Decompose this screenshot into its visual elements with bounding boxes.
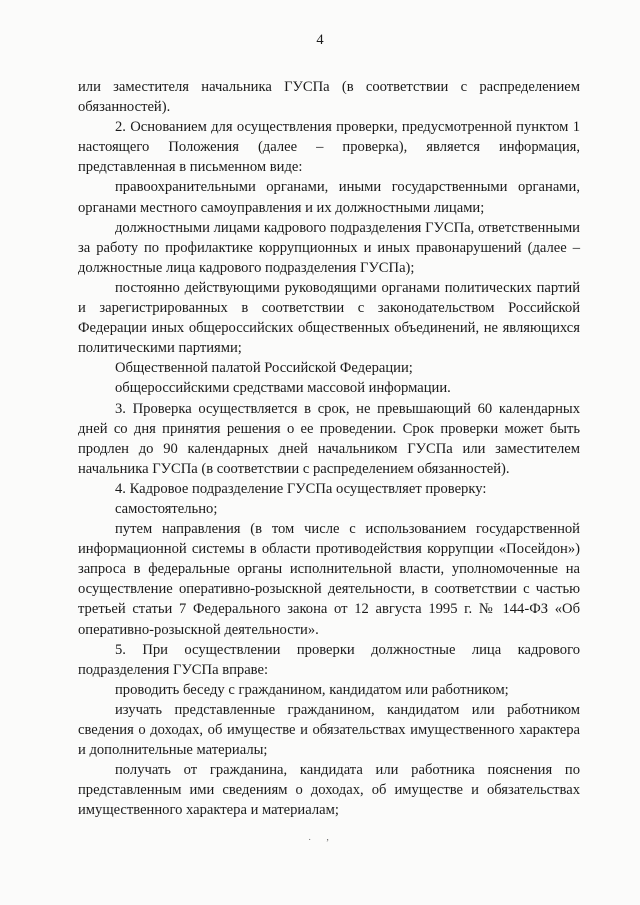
paragraph-7: общероссийскими средствами массовой информации. [115,380,451,397]
page-number: 4 [316,32,324,48]
paragraph-15: получать от гражданина, кандидата или работника пояснения по представленным ими сведениям о доходах, об имуществе и обязательствах имущественного характера и материалам; [78,762,580,819]
scan-speck-mark: ˙ ʼ [308,838,336,849]
paragraph-5: постоянно действующими руководящими органами политических партий и зарегистрированных в соответствии с законодательством Российской Федерации иных общероссийских общественных объединений, не являющихся политическими партиями; [78,279,580,357]
paragraph-8: 3. Проверка осуществляется в срок, не превышающий 60 календарных дней со дня принятия решения о ее проведении. Срок проверки может быть продлен до 90 календарных дней начальником ГУСПа или заместителем начальника ГУСПа (в соответствии с распределением обязанностей). [78,400,580,477]
paragraph-12: 5. При осуществлении проверки должностные лица кадрового подразделения ГУСПа вправе: [78,641,580,678]
paragraph-1: или заместителя начальника ГУСПа (в соответствии с распределением обязанностей). [78,79,580,116]
paragraph-3: правоохранительными органами, иными государственными органами, органами местного самоуправления и их должностными лицами; [78,179,580,216]
paragraph-14: изучать представленные гражданином, кандидатом или работником сведения о доходах, об имуществе и обязательствах имущественного характера и дополнительные материалы; [78,701,580,759]
paragraph-6: Общественной палатой Российской Федерации; [115,360,413,377]
paragraph-4: должностными лицами кадрового подразделения ГУСПа, ответственными за работу по профилактике коррупционных и иных правонарушений (далее – должностные лица кадрового подразделения ГУСПа); [78,219,580,276]
document-body [78,77,580,820]
paragraph-11: путем направления (в том числе с использованием государственной информационной системы в области противодействия коррупции «Посейдон») запроса в федеральные органы исполнительной власти, уполномоченные на осуществление оперативно-розыскной деятельности, в соответствии с частью третьей статьи 7 Федерального закона от 12 августа 1995 г. № 144-ФЗ «Об оперативно-розыскной деятельности». [78,521,580,638]
paragraph-2: 2. Основанием для осуществления проверки, предусмотренной пунктом 1 настоящего Положения (далее – проверка), является информация, представленная в письменном виде: [78,119,580,176]
paragraph-13: проводить беседу с гражданином, кандидатом или работником; [115,681,509,698]
paragraph-10: самостоятельно; [115,500,218,517]
paragraph-9: 4. Кадровое подразделение ГУСПа осуществляет проверку: [115,480,487,497]
